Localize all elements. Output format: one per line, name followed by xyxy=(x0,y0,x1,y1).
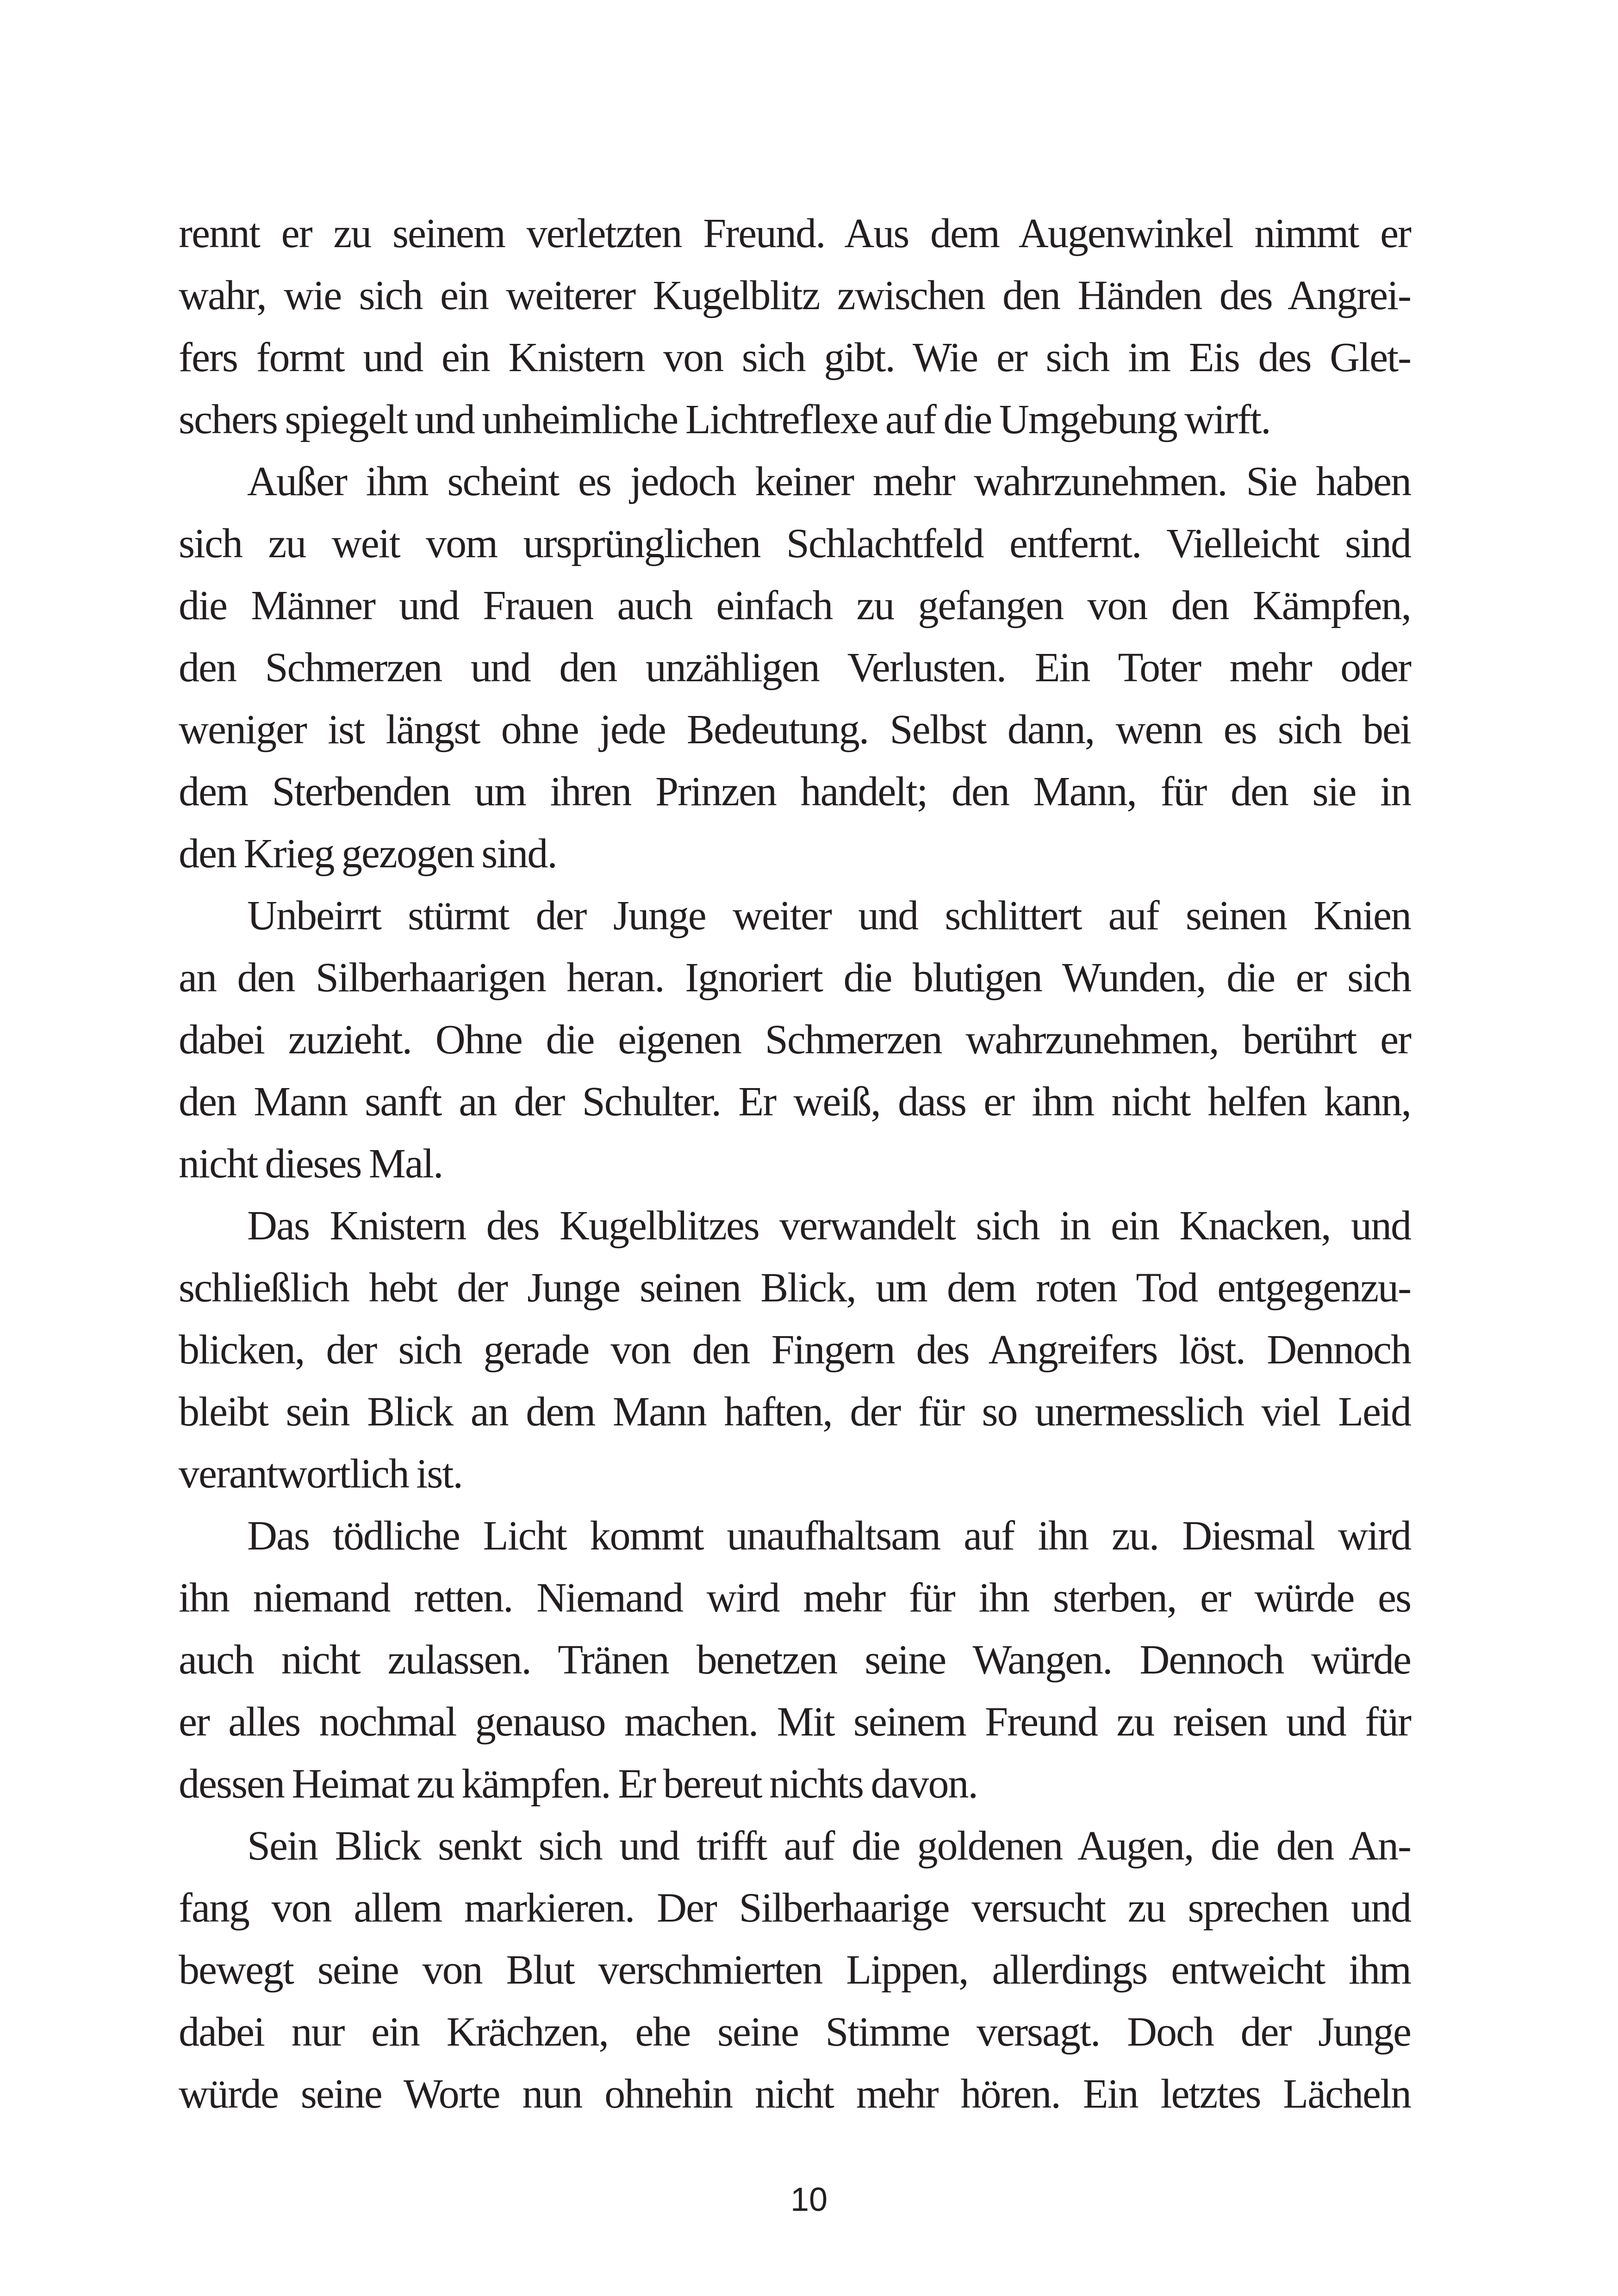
text-line: den Mann sanft an der Schulter. Er weiß, dass er ihm nicht helfen kann, xyxy=(179,1079,1411,1125)
text-line: an den Silberhaarigen heran. Ignoriert die blutigen Wunden, die er sich xyxy=(179,955,1411,1001)
text-line: bewegt seine von Blut verschmierten Lippen, allerdings entweicht ihm xyxy=(179,1947,1411,1993)
text-line: blicken, der sich gerade von den Fingern des Angreifers löst. Dennoch xyxy=(179,1327,1411,1373)
paragraph xyxy=(179,1195,1411,1505)
paragraph xyxy=(179,203,1411,451)
text-line: fang von allem markieren. Der Silberhaarige versucht zu sprechen und xyxy=(179,1885,1411,1931)
text-line: schließlich hebt der Junge seinen Blick, um dem roten Tod entgegenzu- xyxy=(179,1265,1411,1311)
text-line: die Männer und Frauen auch einfach zu gefangen von den Kämpfen, xyxy=(179,583,1411,628)
text-line: verantwortlich ist. xyxy=(179,1451,462,1497)
paragraph xyxy=(179,1815,1411,2125)
page-number: 10 xyxy=(790,2181,828,2218)
text-line: dessen Heimat zu kämpfen. Er bereut nichts davon. xyxy=(179,1761,977,1807)
text-line: ihn niemand retten. Niemand wird mehr für ihn sterben, er würde es xyxy=(179,1575,1411,1621)
text-line: weniger ist längst ohne jede Bedeutung. Selbst dann, wenn es sich bei xyxy=(179,707,1411,753)
text-line: wahr, wie sich ein weiterer Kugelblitz zwischen den Händen des Angrei- xyxy=(179,273,1411,318)
body-text xyxy=(179,203,1411,2125)
text-line: Das tödliche Licht kommt unaufhaltsam auf ihn zu. Diesmal wird xyxy=(247,1513,1411,1559)
text-line: den Krieg gezogen sind. xyxy=(179,831,557,877)
text-line: dem Sterbenden um ihren Prinzen handelt; den Mann, für den sie in xyxy=(179,769,1411,815)
text-line: nicht dieses Mal. xyxy=(179,1141,443,1187)
text-line: er alles nochmal genauso machen. Mit seinem Freund zu reisen und für xyxy=(179,1699,1411,1745)
text-line: sich zu weit vom ursprünglichen Schlachtfeld entfernt. Vielleicht sind xyxy=(179,521,1411,566)
text-line: Sein Blick senkt sich und trifft auf die goldenen Augen, die den An- xyxy=(247,1823,1411,1869)
text-line: dabei zuzieht. Ohne die eigenen Schmerzen wahrzunehmen, berührt er xyxy=(179,1017,1411,1063)
text-line: den Schmerzen und den unzähligen Verlusten. Ein Toter mehr oder xyxy=(179,645,1411,691)
text-line: fers formt und ein Knistern von sich gibt. Wie er sich im Eis des Glet- xyxy=(179,335,1411,380)
text-line: bleibt sein Blick an dem Mann haften, der für so unermesslich viel Leid xyxy=(179,1389,1411,1435)
text-line: würde seine Worte nun ohnehin nicht mehr hören. Ein letztes Lächeln xyxy=(179,2071,1411,2117)
text-line: Außer ihm scheint es jedoch keiner mehr wahrzunehmen. Sie haben xyxy=(247,459,1411,504)
text-line: dabei nur ein Krächzen, ehe seine Stimme versagt. Doch der Junge xyxy=(179,2009,1411,2055)
paragraph xyxy=(179,885,1411,1195)
text-line: Das Knistern des Kugelblitzes verwandelt sich in ein Knacken, und xyxy=(247,1203,1411,1249)
text-line: Unbeirrt stürmt der Junge weiter und schlittert auf seinen Knien xyxy=(247,893,1411,939)
paragraph xyxy=(179,451,1411,885)
text-line: auch nicht zulassen. Tränen benetzen seine Wangen. Dennoch würde xyxy=(179,1637,1411,1683)
text-line: rennt er zu seinem verletzten Freund. Aus dem Augenwinkel nimmt er xyxy=(179,211,1411,256)
paragraph xyxy=(179,1505,1411,1815)
text-line: schers spiegelt und unheimliche Lichtreflexe auf die Umgebung wirft. xyxy=(179,397,1270,442)
